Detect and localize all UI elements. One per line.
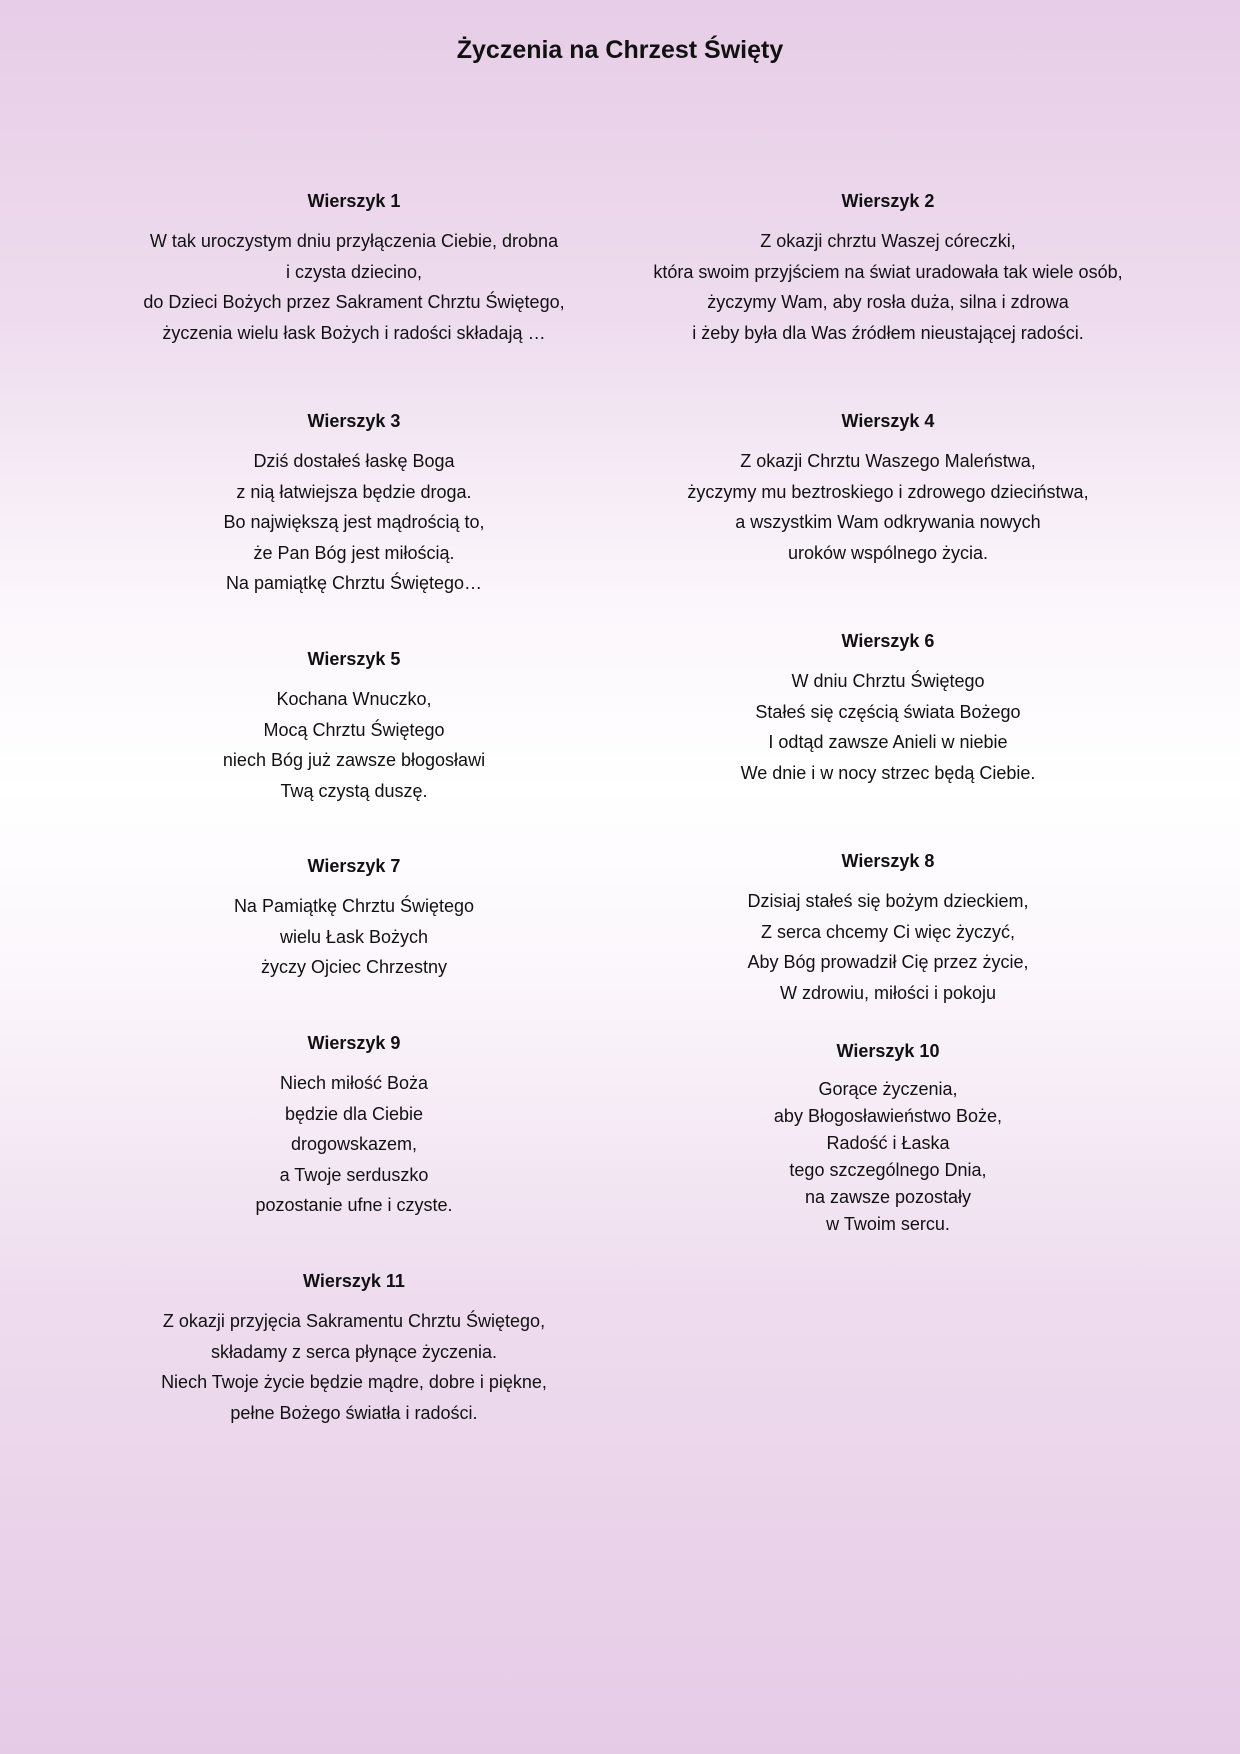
poem-line: Twą czystą duszę.	[280, 780, 428, 801]
poem-line: Gorące życzenia,	[818, 1079, 958, 1099]
poem-heading: Wierszyk 1	[307, 191, 401, 211]
poem-7	[74, 855, 634, 983]
poem-line: aby Błogosławieństwo Boże,	[773, 1106, 1003, 1126]
poem-line: Kochana Wnuczko,	[276, 689, 432, 709]
poem-line: składamy z serca płynące życzenia.	[210, 1341, 498, 1362]
poem-heading: Wierszyk 3	[307, 411, 401, 431]
poem-line: która swoim przyjściem na świat uradowała tak wiele osób,	[653, 261, 1123, 282]
poem-heading: Wierszyk 6	[841, 631, 935, 651]
poem-line: I odtąd zawsze Anieli w niebie	[768, 732, 1008, 752]
poem-line: Aby Bóg prowadził Cię przez życie,	[747, 952, 1029, 972]
poem-line: i czysta dziecino,	[285, 261, 423, 282]
poem-heading: Wierszyk 8	[841, 851, 935, 871]
poem-line: życzy Ojciec Chrzestny	[260, 957, 448, 977]
poem-heading: Wierszyk 4	[841, 411, 935, 431]
poem-6	[608, 630, 1168, 788]
poem-line: uroków wspólnego życia.	[787, 542, 989, 563]
poem-4	[608, 410, 1168, 568]
poem-line: W dniu Chrztu Świętego	[791, 671, 985, 691]
poem-heading: Wierszyk 5	[307, 649, 401, 669]
poem-line: pozostanie ufne i czyste.	[255, 1195, 453, 1215]
poem-line: do Dzieci Bożych przez Sakrament Chrztu Świętego,	[143, 292, 565, 312]
poem-line: Bo największą jest mądrością to,	[223, 512, 485, 532]
poem-line: Niech miłość Boża	[279, 1073, 429, 1093]
poem-1	[74, 190, 634, 348]
poem-2	[608, 190, 1168, 348]
poem-line: Z okazji Chrztu Waszego Maleństwa,	[740, 451, 1036, 471]
poem-line: wielu Łask Bożych	[279, 926, 429, 947]
poem-line: Mocą Chrztu Świętego	[263, 719, 445, 740]
poem-11	[74, 1270, 634, 1428]
poem-line: Na Pamiątkę Chrztu Świętego	[233, 896, 475, 916]
document-title: Życzenia na Chrzest Święty	[456, 36, 784, 64]
poem-line: W zdrowiu, miłości i pokoju	[779, 982, 997, 1003]
poem-8	[608, 850, 1168, 1008]
poem-heading: Wierszyk 2	[841, 191, 935, 211]
poem-line: Radość i Łaska	[826, 1133, 950, 1153]
poem-line: w Twoim sercu.	[826, 1214, 950, 1234]
poem-line: życzenia wielu łask Bożych i radości składają …	[162, 322, 546, 343]
poem-line: niech Bóg już zawsze błogosławi	[222, 750, 486, 770]
poem-heading: Wierszyk 9	[307, 1033, 401, 1053]
poem-line: Na pamiątkę Chrztu Świętego…	[225, 573, 483, 593]
poem-line: Dzisiaj stałeś się bożym dzieckiem,	[747, 891, 1029, 911]
poem-3	[74, 410, 634, 599]
poem-line: życzymy mu beztroskiego i zdrowego dzieciństwa,	[687, 481, 1089, 502]
poem-line: na zawsze pozostały	[804, 1187, 972, 1207]
poem-5	[74, 648, 634, 806]
poem-line: Stałeś się częścią świata Bożego	[755, 701, 1021, 722]
poem-heading: Wierszyk 7	[307, 856, 401, 876]
poem-line: z nią łatwiejsza będzie droga.	[236, 481, 472, 502]
poem-line: będzie dla Ciebie	[284, 1103, 424, 1124]
poem-line: Z okazji chrztu Waszej córeczki,	[760, 231, 1016, 251]
poem-line: a wszystkim Wam odkrywania nowych	[735, 512, 1041, 532]
poem-line: We dnie i w nocy strzec będą Ciebie.	[740, 762, 1036, 783]
poem-line: Z serca chcemy Ci więc życzyć,	[760, 921, 1016, 942]
poem-line: a Twoje serduszko	[279, 1164, 429, 1185]
poem-10	[608, 1040, 1168, 1238]
poem-9	[74, 1032, 634, 1221]
poem-line: drogowskazem,	[290, 1134, 418, 1154]
poem-line: że Pan Bóg jest miłością.	[253, 542, 455, 563]
poem-line: pełne Bożego światła i radości.	[230, 1402, 478, 1423]
poem-heading: Wierszyk 11	[303, 1271, 405, 1291]
poem-line: i żeby była dla Was źródłem nieustającej radości.	[692, 322, 1084, 343]
poem-heading: Wierszyk 10	[836, 1041, 940, 1061]
poem-line: tego szczególnego Dnia,	[789, 1160, 987, 1180]
poem-line: Niech Twoje życie będzie mądre, dobre i piękne,	[161, 1372, 547, 1392]
poem-line: Dziś dostałeś łaskę Boga	[253, 451, 455, 471]
poem-line: Z okazji przyjęcia Sakramentu Chrztu Świętego,	[162, 1311, 546, 1331]
poem-line: życzymy Wam, aby rosła duża, silna i zdrowa	[707, 292, 1069, 312]
poem-line: W tak uroczystym dniu przyłączenia Ciebie, drobna	[149, 231, 559, 251]
